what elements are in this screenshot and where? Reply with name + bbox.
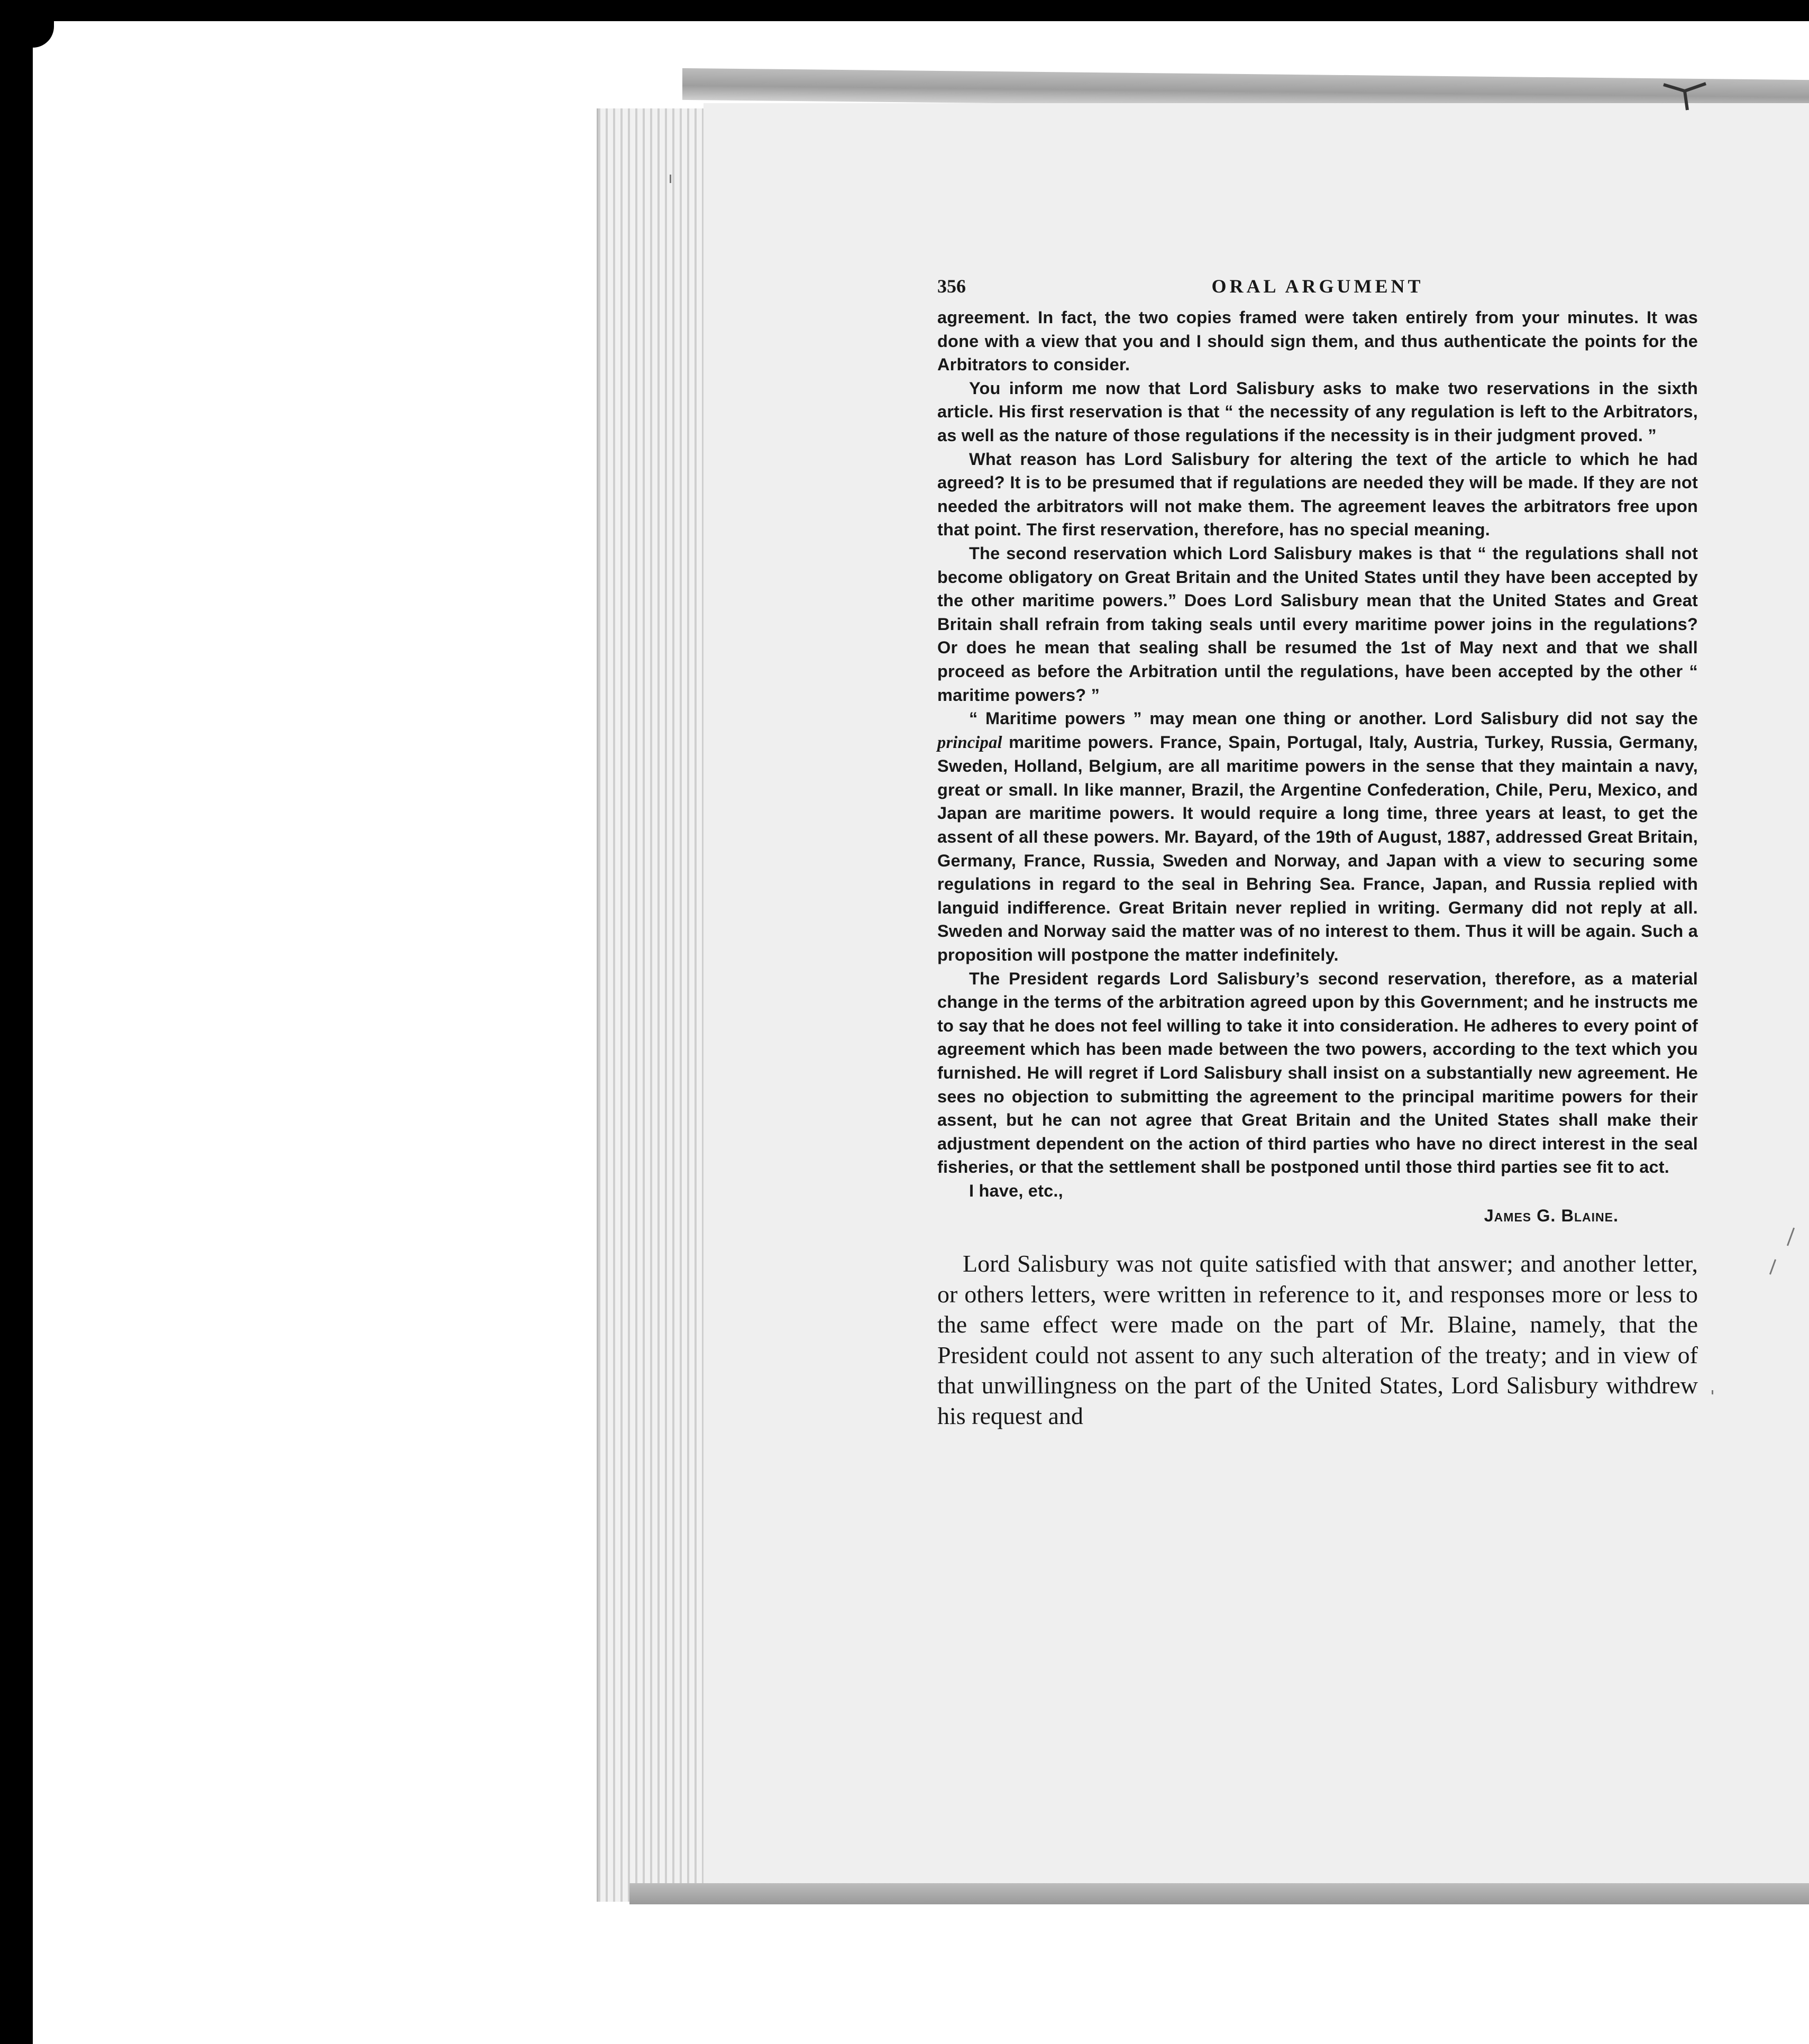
book-bottom-edge bbox=[629, 1883, 1809, 1904]
running-head bbox=[937, 275, 1698, 306]
scan-artifact-mark bbox=[670, 175, 671, 183]
page-text-block bbox=[937, 275, 1698, 1431]
letter-text: “ Maritime powers ” may mean one thing or another. Lord Salisbury did not say the bbox=[969, 709, 1698, 728]
letter-paragraph: agreement. In fact, the two copies framed were taken entirely from your minutes. It was done with a view that you and I should sign them, and thus authenticate the points for the Arbitrators to consider. bbox=[937, 308, 1698, 375]
scan-frame-top-edge bbox=[32, 0, 1809, 21]
scan-frame-corner bbox=[33, 0, 54, 48]
letter-paragraph: You inform me now that Lord Salisbury asks to make two reservations in the sixth article. His first reservation is that “ the necessity of any regulation is left to the Arbitrators, as well as the nature of those regulations if the necessity is in their judgment proved. ” bbox=[937, 378, 1698, 445]
letter-paragraph: The President regards Lord Salisbury’s second reservation, therefore, as a material change in the terms of the arbitration agreed upon by this Government; and he instructs me to say that he does not feel willing to take it into consideration. He adheres to every point of agreement which has been made between the two powers, according to the text which you furnished. He will regret if Lord Salisbury shall insist on a substantially new agreement. He sees no objection to submitting the agreement to the principal maritime powers for their assent, but he can not agree that Great Britain and the United States shall make their adjustment dependent on the action of third parties who have no direct interest in the seal fisheries, or that the settlement shall be postponed until those third parties see fit to act. bbox=[937, 969, 1698, 1177]
argument-text bbox=[937, 1248, 1698, 1431]
scan-artifact-mark bbox=[1712, 1390, 1713, 1394]
scan-frame-left-edge bbox=[0, 0, 33, 2044]
letter-paragraph: What reason has Lord Salisbury for altering the text of the article to which he had agreed? It is to be presumed that if regulations are needed they will be made. If they are not needed the arbitrators will not make them. The agreement leaves the arbitrators free upon that point. The first reservation, therefore, has no special meaning. bbox=[937, 449, 1698, 540]
letter-paragraph bbox=[937, 707, 1698, 967]
letter-paragraph: The second reservation which Lord Salisbury makes is that “ the regulations shall not become obligatory on Great Britain and the United States until they have been accepted by the other maritime powers.” Does Lord Salisbury mean that the United States and Great Britain shall refrain from taking seals until every maritime power joins in the regulations? Or does he mean that sealing shall be resumed the 1st of May next and that we shall proceed as before the Arbitration until the regulations, have been accepted by the other “ maritime powers? ” bbox=[937, 543, 1698, 705]
quoted-letter bbox=[937, 306, 1698, 1227]
argument-paragraph: Lord Salisbury was not quite satisfied with that answer; and another letter, or others letters, were written in reference to it, and responses more or less to the same effect were made on the part of Mr. Blaine, namely, that the President could not assent to any such alteration of the treaty; and in view of that unwillingness on the part of the United States, Lord Salisbury withdrew his request and bbox=[937, 1250, 1698, 1429]
italic-emphasis: principal bbox=[937, 733, 1002, 752]
letter-closing: I have, etc., bbox=[969, 1181, 1063, 1200]
running-head-title: ORAL ARGUMENT bbox=[1211, 276, 1424, 297]
letter-text: maritime powers. France, Spain, Portugal, Italy, Austria, Turkey, Russia, Germany, Sweden, Holland, Belgium, are all maritime powers in the sense that they maintain a navy, great or small. In like manner, Brazil, the Argentine Confederation, Chile, Peru, Mexico, and Japan are maritime powers. It would require a long time, three years at least, to get the assent of all these powers. Mr. Bayard, of the 19th of August, 1887, addressed Great Britain, Germany, France, Russia, Sweden and Norway, and Japan with a view to securing some regulations in regard to the seal in Behring Sea. France, Japan, and Russia replied with languid indifference. Great Britain never replied in writing. Germany did not reply at all. Sweden and Norway said the matter was of no interest to them. Thus it will be again. Such a proposition will postpone the matter indefinitely. bbox=[937, 732, 1698, 965]
page-number: 356 bbox=[937, 276, 966, 297]
book-clip-mark bbox=[1661, 79, 1708, 111]
letter-signature: James G. Blaine. bbox=[1484, 1206, 1619, 1225]
book-page-stack bbox=[597, 108, 709, 1902]
